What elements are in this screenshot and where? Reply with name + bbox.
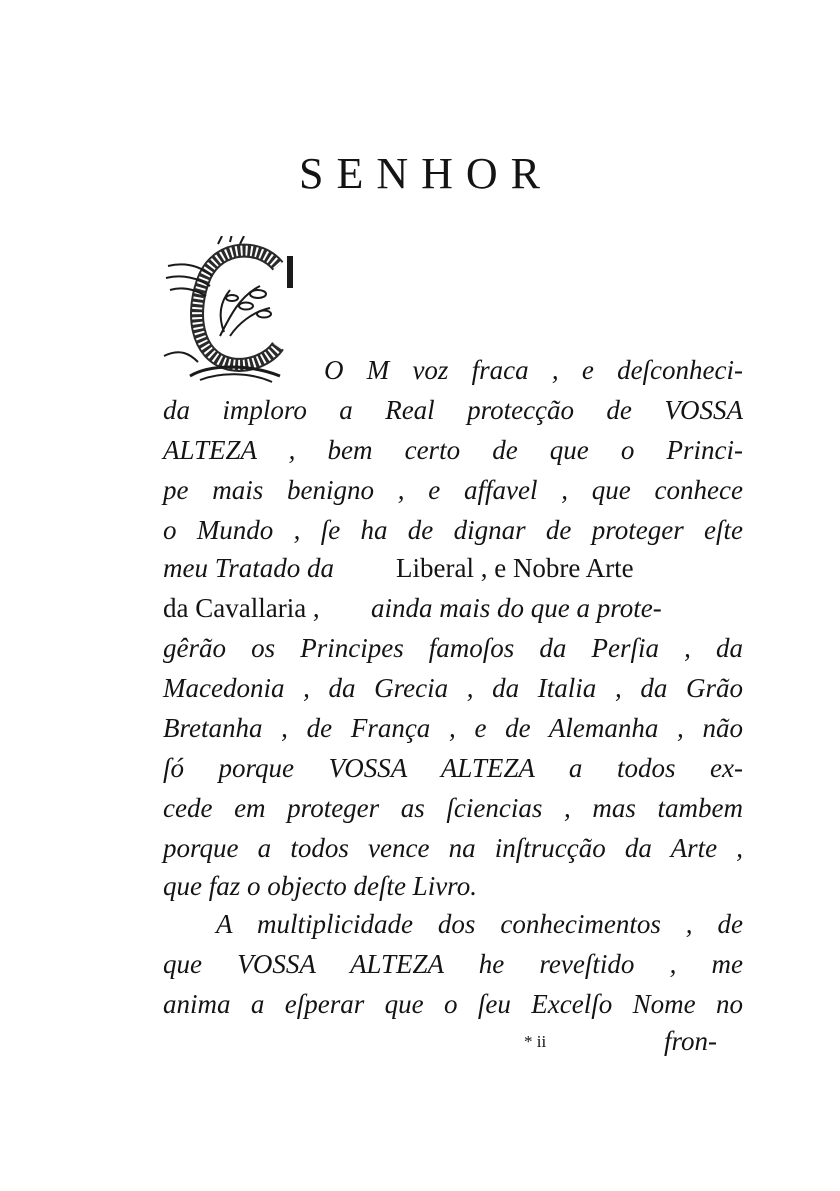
text-line-14: que faz o objecto deſte Livro.	[163, 871, 477, 901]
text-line-12: cede em proteger as ſciencias , mas tambem	[163, 793, 743, 823]
text-line-3: ALTEZA , bem certo de que o Princi-	[163, 435, 743, 465]
text-line-7-roman: da Cavallaria ,	[163, 593, 320, 623]
text-line-8: gêrão os Principes famoſos da Perſia , da	[163, 633, 743, 663]
text-line-15: A multiplicidade dos conhecimentos , de	[216, 909, 743, 939]
text-line-10: Bretanha , de França , e de Alemanha , não	[163, 713, 743, 743]
text-line-17: anima a eſperar que o ſeu Excelſo Nome no	[163, 989, 743, 1019]
text-line-1: O M voz fraca , e deſconheci-	[324, 355, 743, 385]
text-line-2: da imploro a Real protecção de VOSSA	[163, 395, 743, 425]
text-line-9: Macedonia , da Grecia , da Italia , da Grão	[163, 673, 743, 703]
text-line-11: ſó porque VOSSA ALTEZA a todos ex-	[163, 753, 743, 783]
text-line-7	[163, 588, 743, 628]
page-title: SENHOR	[298, 149, 554, 198]
catchword: fron-	[664, 1026, 717, 1056]
ornamental-drop-cap-c	[160, 236, 300, 388]
text-line-16: que VOSSA ALTEZA he reveſtido , me	[163, 949, 743, 979]
text-line-5: o Mundo , ſe ha de dignar de proteger eſte	[163, 515, 743, 545]
text-line-6	[163, 548, 743, 588]
text-line-7-italic: ainda mais do que a prote-	[371, 593, 662, 623]
text-line-13: porque a todos vence na inſtrucção da Arte ,	[163, 833, 743, 863]
text-line-6-roman: Liberal , e Nobre Arte	[396, 553, 634, 583]
text-line-4: pe mais benigno , e affavel , que conhece	[163, 475, 743, 505]
text-line-6-italic: meu Tratado da	[163, 553, 335, 583]
signature-mark: * ii	[524, 1032, 547, 1051]
